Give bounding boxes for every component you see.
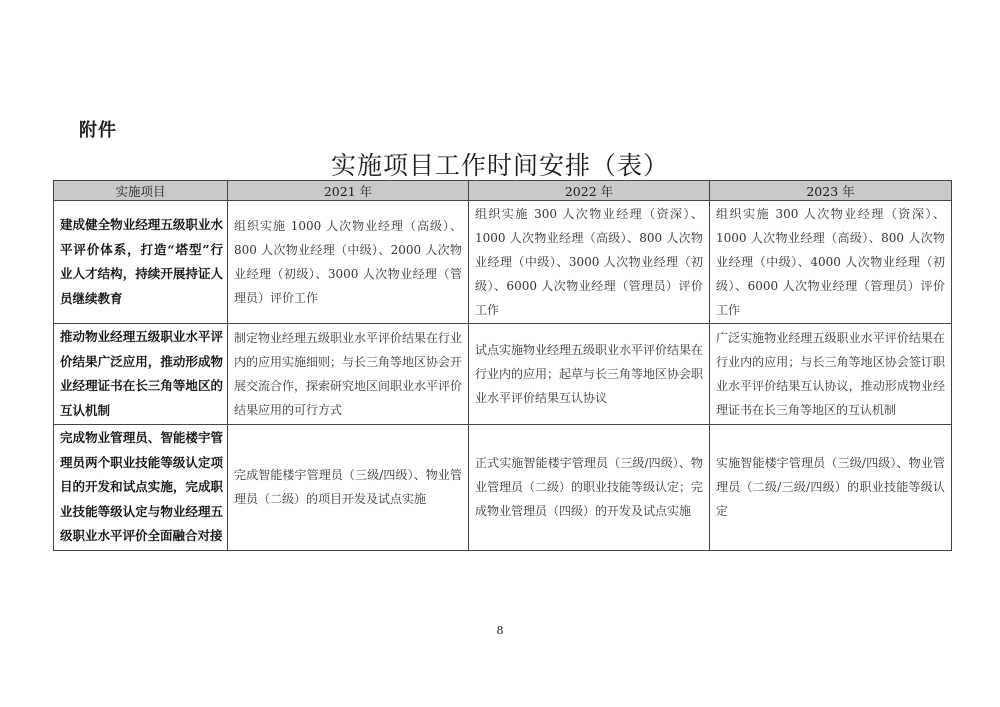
project-item-cell: 推动物业经理五级职业水平评价结果广泛应用，推动形成物业经理证书在长三角等地区的互认机制 bbox=[54, 324, 228, 425]
cell-2021: 完成智能楼宇管理员（三级/四级）、物业管理员（二级）的项目开发及试点实施 bbox=[228, 425, 469, 551]
attachment-label: 附件 bbox=[79, 120, 117, 141]
column-header-2023: 2023 年 bbox=[710, 181, 952, 201]
page-number: 8 bbox=[496, 624, 504, 637]
project-item-cell: 完成物业管理员、智能楼宇管理员两个职业技能等级认定项目的开发和试点实施，完成职业技能等级认定与物业经理五级职业水平评价全面融合对接 bbox=[54, 425, 228, 551]
schedule-table bbox=[53, 180, 952, 551]
column-header-2021: 2021 年 bbox=[228, 181, 469, 201]
cell-2023: 广泛实施物业经理五级职业水平评价结果在行业内的应用；与长三角等地区协会签订职业水平评价结果互认协议，推动形成物业经理证书在长三角等地区的互认机制 bbox=[710, 324, 952, 425]
table-row bbox=[54, 324, 952, 425]
table-row bbox=[54, 425, 952, 551]
cell-2022: 正式实施智能楼宇管理员（三级/四级）、物业管理员（二级）的职业技能等级认定；完成物业管理员（四级）的开发及试点实施 bbox=[469, 425, 710, 551]
cell-2021: 组织实施 1000 人次物业经理（高级）、800 人次物业经理（中级）、2000 人次物业经理（初级）、3000 人次物业经理（管理员）评价工作 bbox=[228, 201, 469, 324]
table-header-row bbox=[54, 181, 952, 201]
cell-2022: 组织实施 300 人次物业经理（资深）、1000 人次物业经理（高级）、800 人次物业经理（中级）、3000 人次物业经理（初级）、6000 人次物业经理（管理员）评价工作 bbox=[469, 201, 710, 324]
project-item-cell: 建成健全物业经理五级职业水平评价体系，打造“塔型”行业人才结构，持续开展持证人员继续教育 bbox=[54, 201, 228, 324]
cell-2022: 试点实施物业经理五级职业水平评价结果在行业内的应用；起草与长三角等地区协会职业水平评价结果互认协议 bbox=[469, 324, 710, 425]
table-row bbox=[54, 201, 952, 324]
cell-2023: 实施智能楼宇管理员（三级/四级）、物业管理员（二级/三级/四级）的职业技能等级认定 bbox=[710, 425, 952, 551]
document-title: 实施项目工作时间安排（表） bbox=[330, 151, 669, 180]
cell-2023: 组织实施 300 人次物业经理（资深）、1000 人次物业经理（高级）、800 人次物业经理（中级）、4000 人次物业经理（初级）、6000 人次物业经理（管理员）评价工作 bbox=[710, 201, 952, 324]
column-header-2022: 2022 年 bbox=[469, 181, 710, 201]
column-header-item: 实施项目 bbox=[54, 181, 228, 201]
cell-2021: 制定物业经理五级职业水平评价结果在行业内的应用实施细则；与长三角等地区协会开展交流合作，探索研究地区间职业水平评价结果应用的可行方式 bbox=[228, 324, 469, 425]
